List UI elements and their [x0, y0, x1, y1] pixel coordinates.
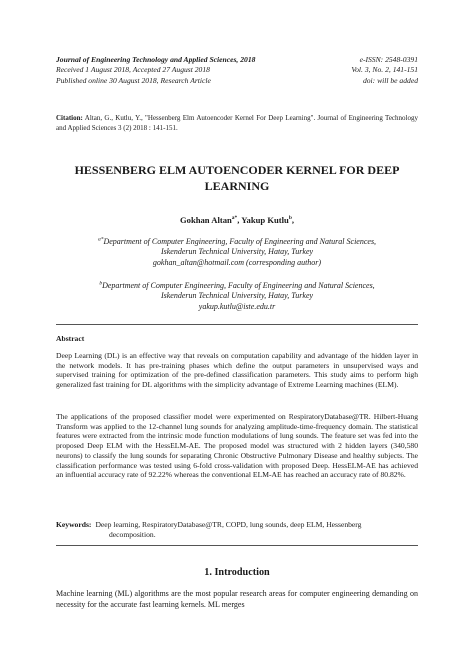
published-date: Published online 30 August 2018, Research Article: [56, 75, 211, 85]
keywords-line-1: Deep learning, RespiratoryDatabase@TR, COPD, lung sounds, deep ELM, Hessenberg: [95, 520, 362, 529]
keywords: [56, 520, 418, 539]
divider-top: [56, 324, 418, 325]
section-heading-introduction: 1. Introduction: [204, 567, 270, 578]
affiliation-b: [56, 281, 418, 312]
affiliation-b-sup: b: [99, 280, 103, 287]
affiliation-b-line-2: Iskenderun Technical University, Hatay, Turkey: [160, 291, 314, 301]
authors: [56, 215, 418, 225]
title-line-2: LEARNING: [204, 178, 270, 193]
divider-bottom: [56, 545, 418, 546]
affiliation-a-line-2: Iskenderun Technical University, Hatay, Turkey: [160, 247, 314, 257]
author-separator: ,: [237, 215, 242, 225]
keywords-label: Keywords:: [56, 520, 92, 529]
paper-title: [56, 163, 418, 194]
author-tail: ,: [291, 215, 295, 225]
introduction-paragraph-1: Machine learning (ML) algorithms are the most popular research areas for computer engineering demanding on necessity for the accurate fast learning kernels. ML merges: [56, 589, 418, 609]
abstract-paragraph-1: Deep Learning (DL) is an effective way that reveals on computation capability and advantage of the hidden layer in the network models. It has pre-training phases which define the output parameters in unsupervised ways and supervised training for optimization of the pre-defined classification parameters. This study aims to perform high generalized fast training for DL algorithms with the simplicity advantage of Extreme Learning machines (ELM).: [56, 351, 418, 390]
affiliation-b-line-1: Department of Computer Engineering, Faculty of Engineering and Natural Sciences,: [102, 281, 375, 290]
journal-header-left: [56, 55, 316, 86]
title-line-1: HESSENBERG ELM AUTOENCODER KERNEL FOR DEEP: [74, 163, 400, 177]
affiliation-a-line-1: Department of Computer Engineering, Faculty of Engineering and Natural Sciences,: [103, 237, 377, 246]
journal-header-right: [278, 55, 418, 86]
citation: [56, 114, 418, 133]
author-1: Gokhan Altan: [179, 215, 232, 225]
author-2-sup: b: [288, 215, 292, 222]
author-2: Yakup Kutlu: [241, 215, 289, 225]
eissn: e-ISSN: 2548-0391: [359, 55, 418, 64]
citation-text: Altan, G., Kutlu, Y., "Hessenberg Elm Autoencoder Kernel For Deep Learning". Journal of Engineering Technology and Applied Sciences 3 (2) 2018 : 141-151.: [56, 114, 418, 132]
keywords-line-2: decomposition.: [109, 529, 156, 539]
received-date: Received 1 August 2018, Accepted 27 August 2018: [56, 65, 210, 75]
doi: doi: will be added: [362, 75, 418, 85]
citation-label: Citation:: [56, 114, 83, 122]
journal-name: Journal of Engineering Technology and Applied Sciences, 2018: [56, 55, 256, 64]
abstract-paragraph-2: The applications of the proposed classifier model were experimented on RespiratoryDatabase@TR. Hilbert-Huang Transform was applied to the 12-channel lung sounds for analyzing amplitude-time-frequency domain. The statistical features were extracted from the intrinsic mode function modulations of lung sounds. The feature set was fed into the proposed Deep ELM with the HessELM-AE. The proposed model was structured with 2 hidden layers (340,580 neurons) to classify the lung sounds for separating Chronic Obstructive Pulmonary Disease and healthy subjects. The classification performance was tested using 6-fold cross-validation with proposed Deep. HessELM-AE has achieved an influential accuracy rate of 92.22% whereas the conventional ELM-AE has reached an accuracy rate of 80.82%.: [56, 412, 418, 480]
affiliation-a-sup: a*: [97, 236, 104, 243]
author-1-sup: a*: [231, 215, 238, 222]
volume-info: Vol. 3, No. 2, 141-151: [351, 65, 418, 75]
abstract-heading: Abstract: [56, 334, 85, 343]
affiliation-a-email: gokhan_altan@hotmail.com (corresponding author): [152, 257, 322, 267]
affiliation-a: [56, 237, 418, 268]
affiliation-b-email: yakup.kutlu@iste.edu.tr: [198, 301, 276, 311]
